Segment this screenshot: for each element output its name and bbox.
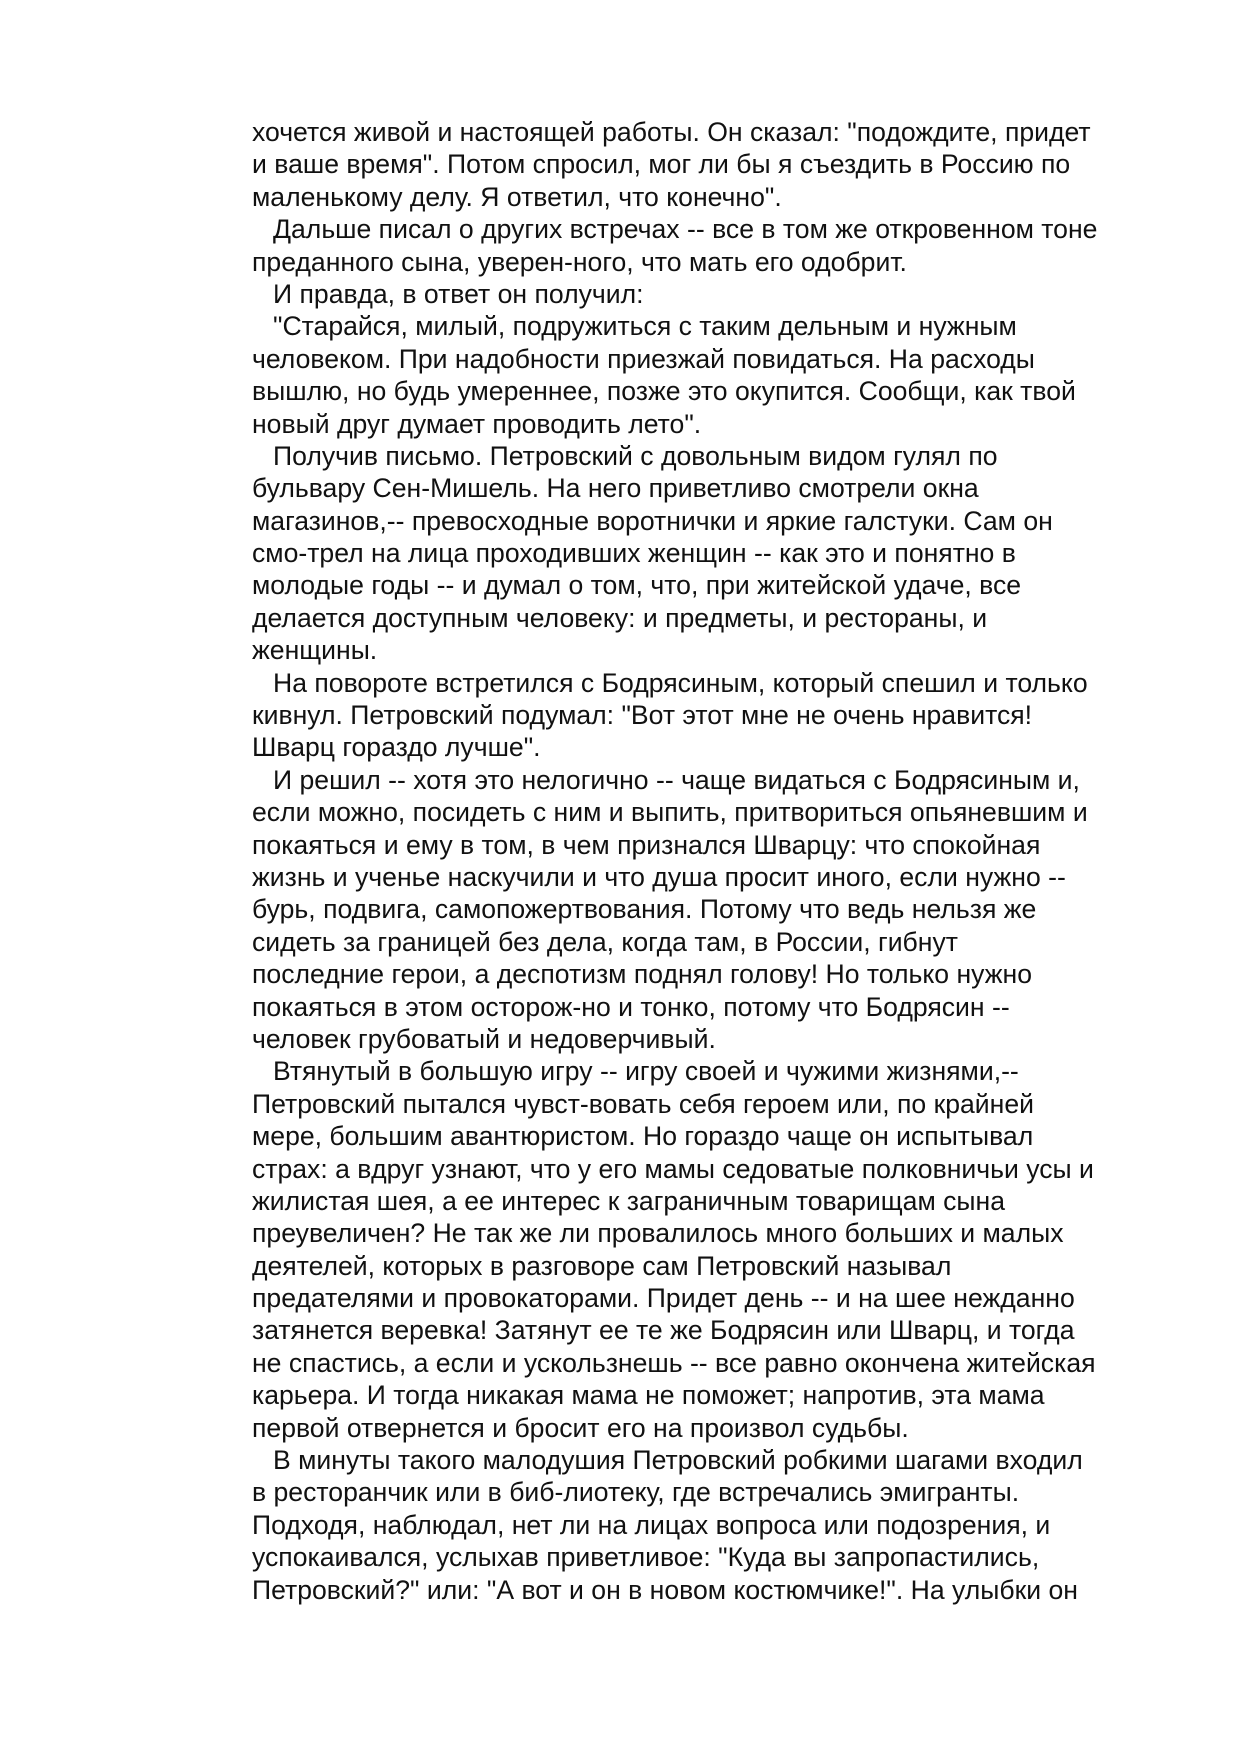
- text-line: первой отвернется и бросит его на произвол судьбы.: [252, 1412, 909, 1443]
- text-line: последние герои, а деспотизм поднял голову! Но только нужно: [252, 959, 1033, 990]
- text-line: деятелей, которых в разговоре сам Петровский называл: [252, 1250, 952, 1281]
- text-line: бурь, подвига, самопожертвования. Потому что ведь нельзя же: [252, 894, 1037, 925]
- document-page: [252, 116, 1172, 1606]
- text-line: затянется веревка! Затянут ее те же Бодрясин или Шварц, и тогда: [252, 1315, 1075, 1346]
- text-line: женщины.: [252, 635, 378, 666]
- text-line: покаяться в этом осторож-но и тонко, потому что Бодрясин --: [252, 991, 1010, 1022]
- paragraph-first-line: Получив письмо. Петровский с довольным видом гулял по: [273, 440, 998, 471]
- text-line: покаяться и ему в том, в чем признался Шварцу: что спокойная: [252, 829, 1041, 860]
- text-line: предателями и провокаторами. Придет день -- и на шее нежданно: [252, 1283, 1075, 1314]
- text-line: сидеть за границей без дела, когда там, в России, гибнут: [252, 926, 958, 957]
- text-line: мере, большим авантюристом. Но гораздо чаще он испытывал: [252, 1121, 1034, 1152]
- paragraph-first-line: И решил -- хотя это нелогично -- чаще видаться с Бодрясиным и,: [273, 764, 1080, 795]
- text-line: новый друг думает проводить лето".: [252, 408, 702, 439]
- text-line: вышлю, но будь умереннее, позже это окупится. Сообщи, как твой: [252, 376, 1076, 407]
- text-line: преданного сына, уверен-ного, что мать его одобрит.: [252, 246, 907, 277]
- paragraph-first-line: "Старайся, милый, подружиться с таким дельным и нужным: [273, 311, 1017, 342]
- text-line: если можно, посидеть с ним и выпить, притвориться опьяневшим и: [252, 797, 1088, 828]
- text-line: молодые годы -- и думал о том, что, при житейской удаче, все: [252, 570, 1022, 601]
- text-line: Петровский пытался чувст-вовать себя героем или, по крайней: [252, 1088, 1034, 1119]
- text-line: человек грубоватый и недоверчивый.: [252, 1023, 716, 1054]
- text-line: преувеличен? Не так же ли провалилось много больших и малых: [252, 1218, 1064, 1249]
- paragraph-first-line: В минуты такого малодушия Петровский робкими шагами входил: [273, 1445, 1083, 1476]
- text-line: жилистая шея, а ее интерес к заграничным товарищам сына: [252, 1185, 1006, 1216]
- text-line: бульвару Сен-Мишель. На него приветливо смотрели окна: [252, 473, 979, 504]
- paragraph-first-line: Дальше писал о других встречах -- все в том же откровенном тоне: [273, 214, 1098, 245]
- text-line: магазинов,-- превосходные воротнички и яркие галстуки. Сам он: [252, 505, 1053, 536]
- text-line: жизнь и ученье наскучили и что душа просит иного, если нужно --: [252, 861, 1066, 892]
- paragraph-first-line: Втянутый в большую игру -- игру своей и чужими жизнями,--: [273, 1056, 1019, 1087]
- text-line: карьера. И тогда никакая мама не поможет; напротив, эта мама: [252, 1380, 1045, 1411]
- paragraph-first-line: И правда, в ответ он получил:: [273, 278, 644, 309]
- text-line: Петровский?" или: "А вот и он в новом костюмчике!". На улыбки он: [252, 1574, 1078, 1605]
- text-line: делается доступным человеку: и предметы, и рестораны, и: [252, 602, 988, 633]
- paragraph-first-line: На повороте встретился с Бодрясиным, который спешил и только: [273, 667, 1088, 698]
- text-line: человеком. При надобности приезжай повидаться. На расходы: [252, 343, 1035, 374]
- text-line: Шварц гораздо лучше".: [252, 732, 541, 763]
- text-line: в ресторанчик или в биб-лиотеку, где встречались эмигранты.: [252, 1477, 1020, 1508]
- text-line: страх: а вдруг узнают, что у его мамы седоватые полковничьи усы и: [252, 1153, 1094, 1184]
- text-line: Подходя, наблюдал, нет ли на лицах вопроса или подозрения, и: [252, 1509, 1051, 1540]
- text-line: успокаивался, услыхав приветливое: "Куда вы запропастились,: [252, 1542, 1040, 1573]
- text-line: хочется живой и настоящей работы. Он сказал: "подождите, придет: [252, 117, 1091, 147]
- text-line: не спастись, а если и ускользнешь -- все равно окончена житейская: [252, 1347, 1096, 1378]
- text-line: маленькому делу. Я ответил, что конечно".: [252, 181, 782, 212]
- text-line: смо-трел на лица проходивших женщин -- как это и понятно в: [252, 538, 1016, 569]
- text-line: кивнул. Петровский подумал: "Вот этот мне не очень нравится!: [252, 700, 1033, 731]
- text-line: и ваше время". Потом спросил, мог ли бы я съездить в Россию по: [252, 149, 1071, 180]
